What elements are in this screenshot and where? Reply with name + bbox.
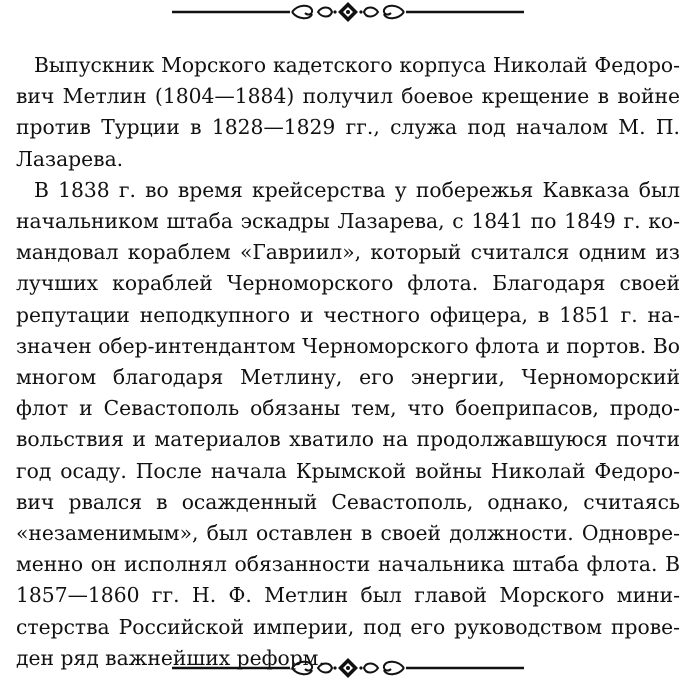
paragraph-1: Выпускник Морского кадетского корпуса Николай Федорович Метлин (1804—1884) получил боевое крещение в войне против Турции в 1828—1829 гг., служа под началом М. П. Лазарева.	[16, 53, 680, 171]
top-ornament-divider-icon	[172, 0, 524, 24]
article-text	[16, 50, 680, 674]
bottom-ornament-divider-icon	[172, 656, 524, 680]
paragraph-2: В 1838 г. во время крейсерства у побережья Кавказа был начальником штаба эскадры Лазарева, с 1841 по 1849 г. командовал кораблем «Гавриил», который считался одним из лучших кораблей Черноморского флота. Благодаря своей репутации неподкупного и честного офицера, в 1851 г. назначен обер-интендантом Черноморского флота и портов. Во многом благодаря Метлину, его энергии, Черноморский флот и Севастополь обязаны тем, что боеприпасов, продовольствия и материалов хватило на продолжавшуюся почти год осаду. После начала Крымской войны Николай Федорович рвался в осажденный Севастополь, однако, считаясь «незаменимым», был оставлен в своей должности. Одновременно он исполнял обязанности начальника штаба флота. В 1857—1860 гг. Н. Ф. Метлин был главой Морского министерства Российской империи, под его руководством проведен ряд важнейших реформ.	[16, 177, 680, 670]
